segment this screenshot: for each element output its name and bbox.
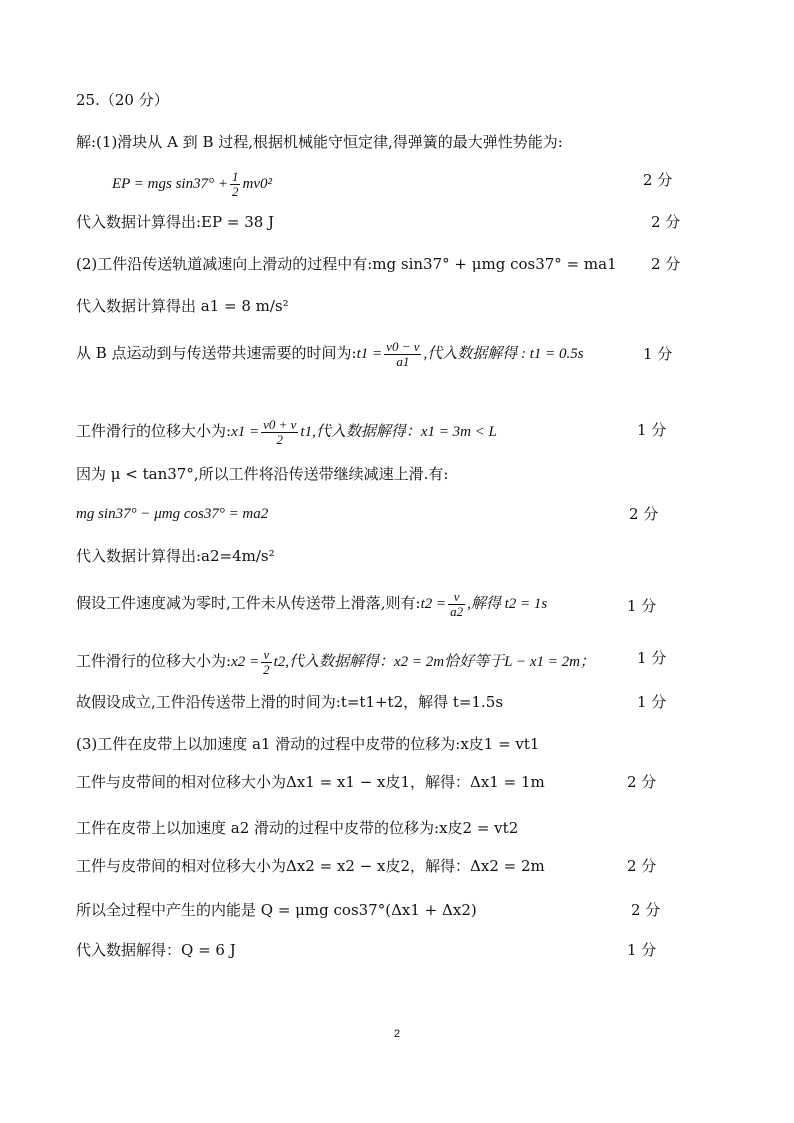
score-line-4: 2 分 (651, 255, 681, 273)
solution-line-18: 所以全过程中产生的内能是 Q = μmg cos37°(Δx1 + Δx2) (76, 901, 477, 919)
solution-line-4: (2)工件沿传送轨道减速向上滑动的过程中有:mg sin37° + μmg cos37° = ma1 (76, 255, 617, 273)
solution-line-11 (76, 590, 547, 619)
formula-t1-lhs: t1 = (356, 345, 383, 362)
formula-t2 (420, 589, 548, 619)
solution-line-9: mg sin37° − μmg cos37° = ma2 (76, 506, 269, 522)
fraction-half-den: 2 (231, 184, 239, 199)
score-line-3: 2 分 (651, 213, 681, 231)
fraction-x1 (261, 418, 298, 447)
fraction-t1-num: v0 − v (386, 339, 420, 354)
score-line-6: 1 分 (643, 345, 673, 363)
score-line-18: 2 分 (631, 901, 661, 919)
score-line-12: 1 分 (637, 649, 667, 667)
line-11-text: 假设工件速度减为零时,工件未从传送带上滑落,则有: (76, 593, 421, 612)
score-line-13: 1 分 (637, 693, 667, 711)
formula-ep (112, 170, 272, 199)
line-6-text: 从 B 点运动到与传送带共速需要的时间为: (76, 343, 357, 362)
solution-line-17: 工件与皮带间的相对位移大小为Δx2 = x2 − x皮2，解得：Δx2 = 2m (76, 857, 545, 875)
question-header: 25.（20 分） (76, 91, 169, 109)
fraction-t2-den: a2 (450, 604, 464, 619)
fraction-t1-den: a1 (396, 354, 410, 369)
formula-ep-lhs: EP = mgs sin37° + (112, 175, 228, 192)
formula-x1-tail: t1,代入数据解得：x1 = 3m < L (300, 423, 497, 440)
formula-x2-tail: t2,代入数据解得：x2 = 2m恰好等于L − x1 = 2m； (273, 653, 595, 670)
formula-x1 (231, 417, 497, 447)
fraction-t1 (384, 340, 421, 369)
formula-t1-tail: ,代入数据解得 : t1 = 0.5s (423, 345, 584, 362)
formula-t2-tail: ,解得 t2 = 1s (467, 595, 548, 612)
fraction-x2 (261, 648, 272, 677)
solution-line-15: 工件与皮带间的相对位移大小为Δx1 = x1 − x皮1，解得：Δx1 = 1m (76, 773, 545, 791)
solution-line-10: 代入数据计算得出:a2=4m/s² (76, 547, 275, 565)
solution-line-19: 代入数据解得：Q = 6 J (76, 941, 236, 959)
formula-ep-tail: mv0² (242, 175, 272, 192)
solution-line-6 (76, 340, 584, 369)
fraction-x2-num: v (261, 648, 272, 663)
formula-x2 (231, 647, 595, 677)
score-line-15: 2 分 (627, 773, 657, 791)
solution-line-1: 解:(1)滑块从 A 到 B 过程,根据机械能守恒定律,得弹簧的最大弹性势能为: (76, 133, 563, 151)
fraction-half-num: 1 (231, 169, 239, 184)
formula-x2-lhs: x2 = (231, 653, 260, 670)
score-line-9: 2 分 (629, 505, 659, 523)
solution-line-5: 代入数据计算得出 a1 = 8 m/s² (76, 297, 289, 315)
score-line-11: 1 分 (627, 597, 657, 615)
solution-line-3: 代入数据计算得出:EP = 38 J (76, 213, 275, 231)
score-line-17: 2 分 (627, 857, 657, 875)
fraction-t2-num: v (448, 590, 465, 605)
formula-t1 (356, 339, 584, 369)
score-line-7: 1 分 (637, 421, 667, 439)
fraction-half (230, 170, 241, 199)
page-number: 2 (393, 1028, 401, 1040)
solution-line-13: 故假设成立,工件沿传送带上滑的时间为:t=t1+t2，解得 t=1.5s (76, 693, 504, 711)
fraction-x1-num: v0 + v (263, 417, 297, 432)
line-12-text: 工件滑行的位移大小为: (76, 651, 232, 670)
solution-line-16: 工件在皮带上以加速度 a2 滑动的过程中皮带的位移为:x皮2 = vt2 (76, 819, 519, 837)
solution-line-7 (76, 418, 497, 447)
score-line-19: 1 分 (627, 941, 657, 959)
line-7-text: 工件滑行的位移大小为: (76, 421, 232, 440)
formula-t2-lhs: t2 = (420, 595, 447, 612)
formula-x1-lhs: x1 = (231, 423, 260, 440)
solution-line-12 (76, 648, 595, 677)
score-line-2: 2 分 (643, 171, 673, 189)
solution-line-14: (3)工件在皮带上以加速度 a1 滑动的过程中皮带的位移为:x皮1 = vt1 (76, 735, 540, 753)
solution-line-8: 因为 μ < tan37°,所以工件将沿传送带继续减速上滑.有: (76, 465, 449, 483)
fraction-t2 (448, 590, 465, 619)
fraction-x1-den: 2 (276, 432, 283, 447)
fraction-x2-den: 2 (263, 662, 270, 677)
